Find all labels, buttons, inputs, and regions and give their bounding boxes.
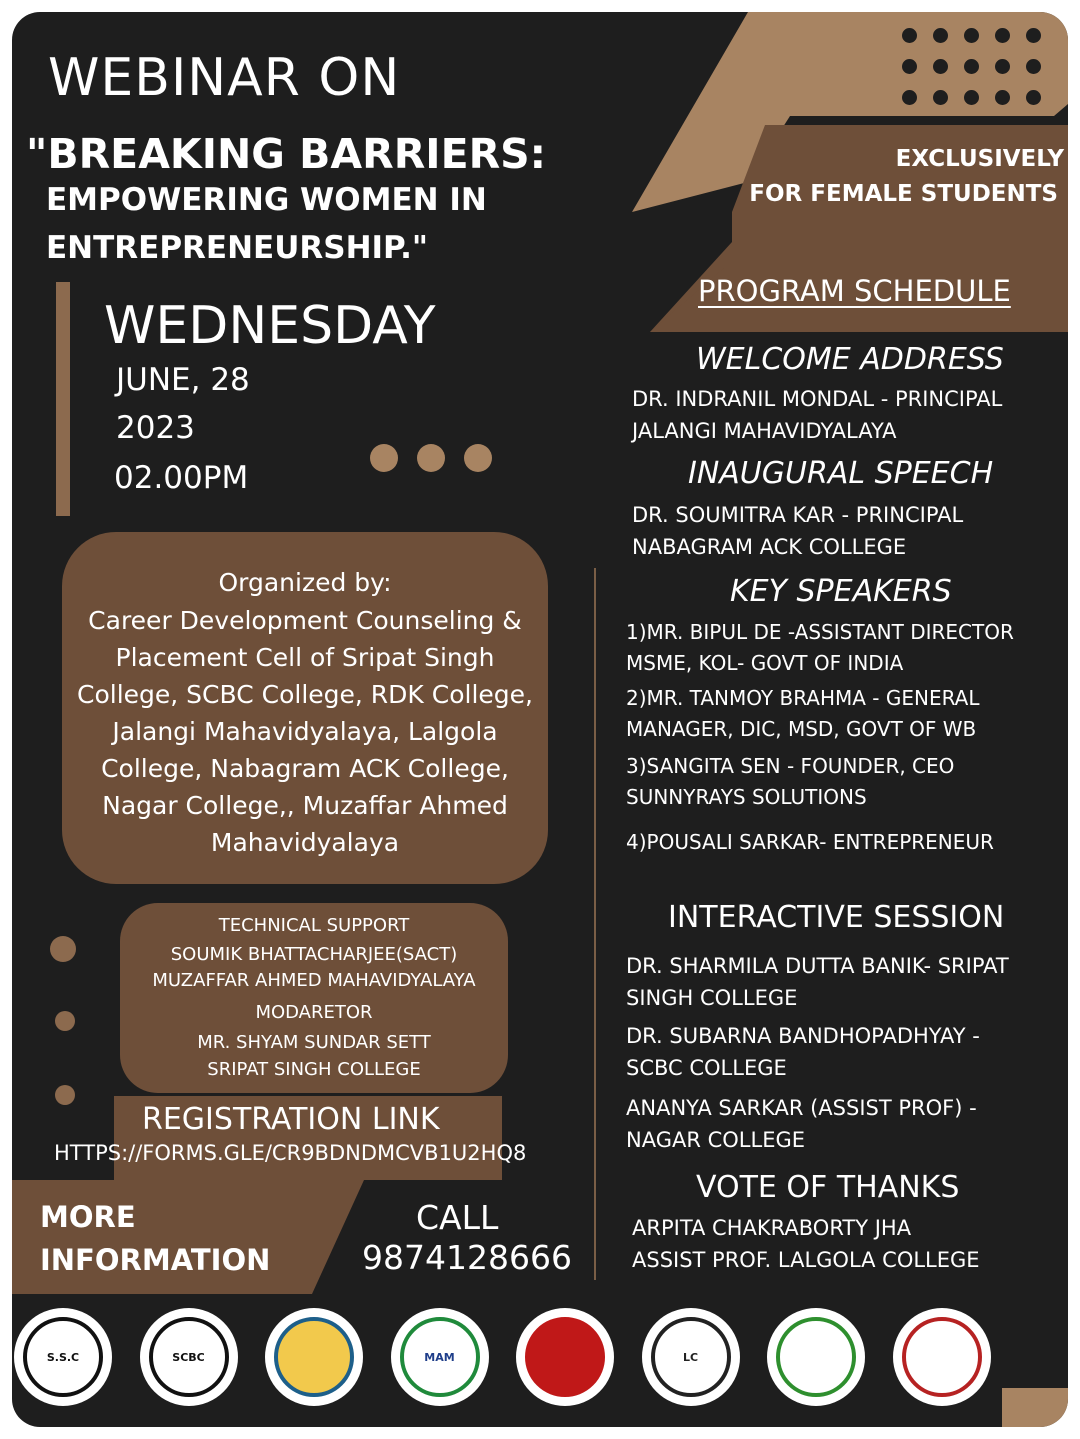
muzaffar-ahmed-mahavidyalaya-seal-icon <box>391 1308 489 1406</box>
dot-grid-decoration <box>902 28 1042 108</box>
moderator-heading: MODARETOR <box>255 1002 373 1023</box>
logo-emblem <box>274 1317 354 1397</box>
speaker-line: 2)MR. TANMOY BRAHMA - GENERAL <box>626 686 980 710</box>
logo-text: MAM <box>424 1350 455 1364</box>
more-info-line-1: MORE <box>40 1200 136 1234</box>
organizer-line: Nagar College,, Muzaffar Ahmed <box>102 791 508 820</box>
vote-of-thanks-line-1: ARPITA CHAKRABORTY JHA <box>632 1216 912 1240</box>
organizer-line: Career Development Counseling & <box>88 606 522 635</box>
rdk-college-seal-icon <box>516 1308 614 1406</box>
logo-emblem <box>400 1317 480 1397</box>
scbc-college-seal-icon <box>140 1308 238 1406</box>
organizer-line: College, SCBC College, RDK College, <box>77 680 533 709</box>
webinar-label: WEBINAR ON <box>48 48 401 108</box>
logo-emblem <box>525 1317 605 1397</box>
decor-dot <box>464 444 492 472</box>
logo-emblem <box>651 1317 731 1397</box>
bottom-right-corner <box>1002 1388 1068 1427</box>
lalgola-college-seal-icon <box>642 1308 740 1406</box>
decor-dot <box>417 444 445 472</box>
key-speakers-heading: KEY SPEAKERS <box>730 574 952 609</box>
registration-link[interactable]: HTTPS://FORMS.GLE/CR9BDNDMCVB1U2HQ8 <box>54 1141 527 1165</box>
call-label: CALL <box>416 1198 499 1237</box>
tech-support-name: SOUMIK BHATTACHARJEE(SACT) <box>170 944 458 965</box>
logo-emblem <box>149 1317 229 1397</box>
welcome-line-1: DR. INDRANIL MONDAL - PRINCIPAL <box>632 387 1003 411</box>
program-schedule-heading: PROGRAM SCHEDULE <box>698 274 1011 308</box>
tech-support-heading: TECHNICAL SUPPORT <box>218 915 410 936</box>
event-time: 02.00PM <box>114 460 249 496</box>
inaugural-line-2: NABAGRAM ACK COLLEGE <box>632 535 907 559</box>
interactive-line: SINGH COLLEGE <box>626 986 798 1010</box>
side-bullet <box>55 1085 75 1105</box>
side-bullet <box>50 936 76 962</box>
logo-emblem <box>776 1317 856 1397</box>
event-date: JUNE, 28 <box>116 362 250 398</box>
interactive-line: ANANYA SARKAR (ASSIST PROF) - <box>626 1096 977 1120</box>
logo-emblem <box>902 1317 982 1397</box>
side-bullet <box>55 1011 75 1031</box>
event-day: WEDNESDAY <box>104 296 436 356</box>
logo-emblem <box>23 1317 103 1397</box>
vote-of-thanks-line-2: ASSIST PROF. LALGOLA COLLEGE <box>632 1248 980 1272</box>
speaker-line: SUNNYRAYS SOLUTIONS <box>626 785 867 809</box>
interactive-line: SCBC COLLEGE <box>626 1056 787 1080</box>
decor-dot <box>370 444 398 472</box>
logo-text: LC <box>682 1350 699 1364</box>
inaugural-line-1: DR. SOUMITRA KAR - PRINCIPAL <box>632 503 964 527</box>
date-accent-bar <box>56 282 70 516</box>
interactive-line: NAGAR COLLEGE <box>626 1128 806 1152</box>
vote-of-thanks-heading: VOTE OF THANKS <box>696 1170 960 1205</box>
poster <box>12 12 1068 1427</box>
organizer-line: College, Nabagram ACK College, <box>101 754 509 783</box>
exclusive-line-1: EXCLUSIVELY <box>895 146 1064 172</box>
moderator-name: MR. SHYAM SUNDAR SETT <box>197 1032 431 1053</box>
registration-heading: REGISTRATION LINK <box>142 1102 440 1137</box>
more-info-line-2: INFORMATION <box>40 1243 271 1277</box>
exclusive-line-2: FOR FEMALE STUDENTS <box>749 181 1058 207</box>
jalangi-mahavidyalaya-seal-icon <box>893 1308 991 1406</box>
title-line-2: EMPOWERING WOMEN IN <box>46 182 487 218</box>
nagar-college-seal-icon <box>265 1308 363 1406</box>
welcome-heading: WELCOME ADDRESS <box>696 342 1004 377</box>
center-divider <box>594 568 596 1280</box>
organizer-line: Jalangi Mahavidyalaya, Lalgola <box>112 717 498 746</box>
phone-number[interactable]: 9874128666 <box>362 1238 572 1277</box>
logo-text: SCBC <box>172 1350 205 1364</box>
speaker-line: MANAGER, DIC, MSD, GOVT OF WB <box>626 717 977 741</box>
organizer-line: Mahavidyalaya <box>210 828 400 857</box>
interactive-session-heading: INTERACTIVE SESSION <box>668 900 1005 935</box>
event-year: 2023 <box>116 410 195 446</box>
title-line-3: ENTREPRENEURSHIP." <box>46 230 429 266</box>
tech-support-org: MUZAFFAR AHMED MAHAVIDYALAYA <box>152 970 476 991</box>
organizer-line: Placement Cell of Sripat Singh <box>115 643 495 672</box>
ssc-college-seal-icon <box>14 1308 112 1406</box>
moderator-org: SRIPAT SINGH COLLEGE <box>207 1059 421 1080</box>
speaker-line: 4)POUSALI SARKAR- ENTREPRENEUR <box>626 830 994 854</box>
inaugural-heading: INAUGURAL SPEECH <box>688 456 994 491</box>
interactive-line: DR. SUBARNA BANDHOPADHYAY - <box>626 1024 980 1048</box>
speaker-line: 3)SANGITA SEN - FOUNDER, CEO <box>626 754 955 778</box>
organizer-heading: Organized by: <box>218 568 392 597</box>
logo-text: S.S.C <box>46 1350 80 1364</box>
welcome-line-2: JALANGI MAHAVIDYALAYA <box>632 419 897 443</box>
speaker-line: 1)MR. BIPUL DE -ASSISTANT DIRECTOR <box>626 620 1014 644</box>
title-line-1: "BREAKING BARRIERS: <box>26 130 547 178</box>
interactive-line: DR. SHARMILA DUTTA BANIK- SRIPAT <box>626 954 1009 978</box>
nabagram-college-seal-icon <box>767 1308 865 1406</box>
speaker-line: MSME, KOL- GOVT OF INDIA <box>626 651 904 675</box>
